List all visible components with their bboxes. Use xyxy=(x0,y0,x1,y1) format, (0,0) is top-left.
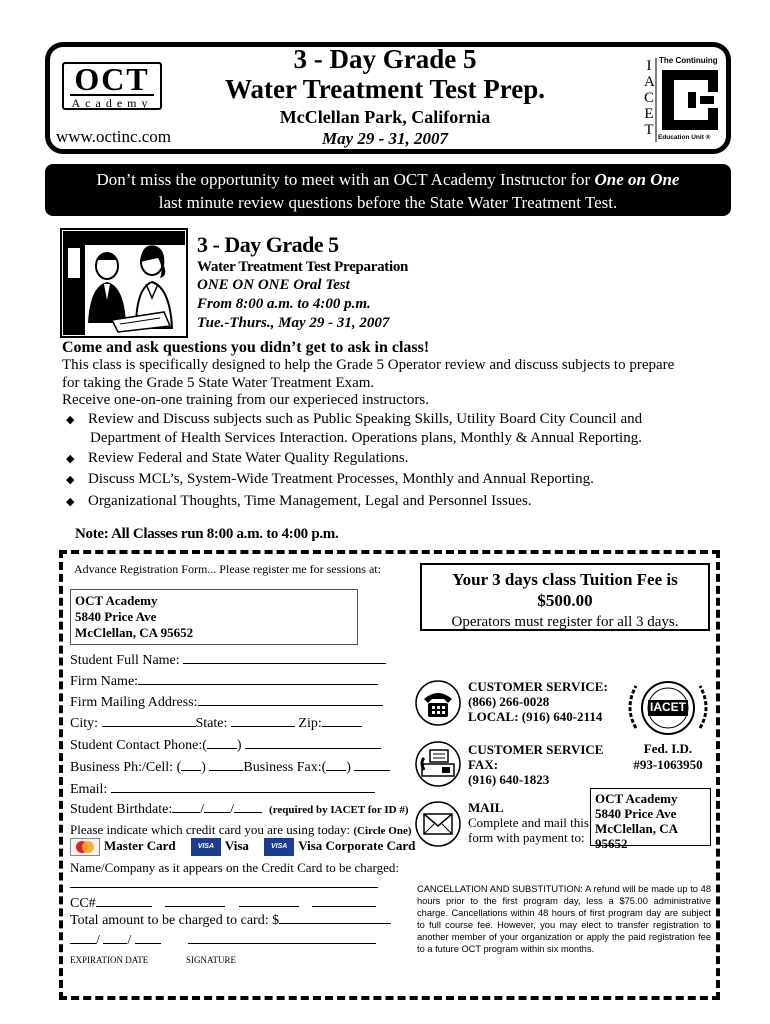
field-label: Business Fax:( xyxy=(243,760,327,775)
field-label: Firm Mailing Address: xyxy=(70,695,198,710)
circle-one-note: (Circle One) xyxy=(353,825,412,837)
seal-label: IACET xyxy=(650,700,686,714)
bullet-diamond-icon: ◆ xyxy=(66,474,75,486)
mailing-address-line[interactable] xyxy=(198,692,383,706)
card-label: Visa Corporate Card xyxy=(298,838,416,853)
firm-name-field[interactable] xyxy=(70,671,378,690)
field-label: Firm Name: xyxy=(70,674,139,689)
fed-id-number: #93-1063950 xyxy=(633,757,703,772)
cc-group-1-line[interactable] xyxy=(96,893,152,907)
bullet-text: Organizational Thoughts, Time Management, Legal and Personnel Issues. xyxy=(88,493,532,509)
bday-day-line[interactable] xyxy=(204,799,230,813)
envelope-icon xyxy=(414,800,462,848)
exp-day-line[interactable] xyxy=(103,930,127,944)
registration-intro: Advance Registration Form... Please register me for sessions at: xyxy=(74,562,381,576)
address-line: 5840 Price Ave xyxy=(75,609,157,624)
exp-year-line[interactable] xyxy=(135,930,161,944)
card-option-visa[interactable] xyxy=(191,838,249,856)
address-line: McClellan, CA 95652 xyxy=(75,625,194,640)
contact-phone-field[interactable] xyxy=(70,735,381,754)
phone-number-line[interactable] xyxy=(245,735,381,749)
bullet-text: Review Federal and State Water Quality Regulations. xyxy=(88,450,409,466)
city-line[interactable] xyxy=(102,713,196,727)
promo-banner xyxy=(45,164,731,216)
event-location: McClellan Park, California xyxy=(279,107,491,127)
field-label: ) xyxy=(201,760,206,775)
class-time-note: Note: All Classes run 8:00 a.m. to 4:00 p.m. xyxy=(75,526,339,542)
mail-text-1: Complete and mail this xyxy=(468,815,589,830)
exp-month-line[interactable] xyxy=(70,930,96,944)
mail-addr-line: 5840 Price Ave xyxy=(595,806,677,821)
field-label: / xyxy=(127,933,132,948)
visa-logo-text: VISA xyxy=(197,843,215,851)
field-label: CC# xyxy=(70,896,96,911)
bullet-diamond-icon: ◆ xyxy=(66,496,75,508)
banner-emphasis: One on One xyxy=(594,170,680,189)
iacet-tag-bottom: Education Unit ® xyxy=(658,134,711,141)
card-option-visa-corporate[interactable] xyxy=(264,838,415,856)
iacet-letters-text: IACET xyxy=(644,58,655,138)
card-name-label: Name/Company as it appears on the Credit Card to be charged: xyxy=(70,860,399,875)
signature-line[interactable] xyxy=(188,930,376,944)
cs-phone-number: (866) 266-0028 xyxy=(468,694,550,709)
fax-machine-icon xyxy=(414,740,462,788)
body-paragraph-1b: for taking the Grade 5 State Water Treatment Exam. xyxy=(62,375,375,391)
field-label: Total amount to be charged to card: $ xyxy=(70,913,280,928)
course-subtitle: Water Treatment Test Preparation xyxy=(197,259,409,275)
bus-number-line[interactable] xyxy=(209,757,243,771)
customer-service-fax xyxy=(468,742,603,787)
visa-icon xyxy=(191,838,221,856)
mailing-address-field[interactable] xyxy=(70,692,383,711)
body-paragraph-1a: This class is specifically designed to help the Grade 5 Operator review and discuss subjects to prepare xyxy=(62,357,675,373)
banner-text-line2: last minute review questions before the State Water Treatment Test. xyxy=(158,193,618,212)
course-time: From 8:00 a.m. to 4:00 p.m. xyxy=(197,296,371,312)
field-label: Zip: xyxy=(298,716,322,731)
bullet-text: Discuss MCL’s, System-Wide Treatment Processes, Monthly and Annual Reporting. xyxy=(88,471,594,487)
logo-oct-text: OCT xyxy=(74,61,150,97)
field-label: Please indicate which credit card you are using today: xyxy=(70,822,351,837)
course-oral-test: ONE ON ONE Oral Test xyxy=(197,277,350,293)
cc-group-3-line[interactable] xyxy=(239,893,299,907)
cc-group-2-line[interactable] xyxy=(165,893,225,907)
logo-academy-text: Academy xyxy=(71,96,153,110)
visa-logo-text: VISA xyxy=(271,843,288,851)
tuition-note: Operators must register for all 3 days. xyxy=(451,614,679,630)
fed-id-label: Fed. I.D. xyxy=(643,741,693,756)
fax-title-1: CUSTOMER SERVICE xyxy=(468,742,604,757)
card-prompt xyxy=(70,822,412,838)
bday-year-line[interactable] xyxy=(234,799,262,813)
cancellation-policy: CANCELLATION AND SUBSTITUTION: A refund will be made up to 48 hours prior to the first program day, less a $75.00 administrative charge. Cancellations within 48 hours of first program day are subject to full course fee. However, you may elect to transfer registration to another member of your organization or apply the paid registration fee to a future OCT program within six months. xyxy=(417,884,711,954)
card-label: Visa xyxy=(224,838,249,853)
federal-id xyxy=(613,741,723,773)
customer-service-phone xyxy=(468,679,608,724)
card-label: Master Card xyxy=(104,838,176,853)
field-label: City: xyxy=(70,716,99,731)
cs-local-number: LOCAL: (916) 640-2114 xyxy=(468,709,603,724)
field-label: State: xyxy=(195,716,228,731)
field-label: Business Ph:/Cell: ( xyxy=(70,760,182,775)
bullet-item xyxy=(66,450,409,467)
cc-group-4-line[interactable] xyxy=(312,893,376,907)
address-line: OCT Academy xyxy=(75,593,158,608)
tuition-heading: Your 3 days class Tuition Fee is xyxy=(452,570,678,589)
website-link[interactable]: www.octinc.com xyxy=(56,127,172,146)
field-label: / xyxy=(200,802,205,817)
card-name-line[interactable] xyxy=(70,887,378,888)
bullet-item xyxy=(66,471,594,488)
bus-area-line[interactable] xyxy=(181,757,201,771)
field-label: Email: xyxy=(70,782,108,797)
field-label: / xyxy=(96,933,100,948)
mail-to-address xyxy=(590,788,711,851)
bullet-item xyxy=(66,411,642,428)
page-title-line2: Water Treatment Test Prep. xyxy=(225,74,545,104)
page-title-line1: 3 - Day Grade 5 xyxy=(293,44,477,74)
bullet-continuation: Department of Health Services Interaction. Operations plans, Monthly & Annual Reporting. xyxy=(90,430,642,446)
cs-title: CUSTOMER SERVICE: xyxy=(468,679,608,694)
birthdate-note: (required by IACET for ID #) xyxy=(269,804,409,816)
mail-addr-line: McClellan, CA xyxy=(595,821,679,836)
phone-area-line[interactable] xyxy=(207,735,237,749)
amount-field[interactable] xyxy=(70,910,391,929)
bullet-text: Review and Discuss subjects such as Public Speaking Skills, Utility Board City Council and xyxy=(88,411,643,427)
state-line[interactable] xyxy=(231,713,295,727)
amount-line[interactable] xyxy=(279,910,391,924)
banner-text-pre: Don’t miss the opportunity to meet with an OCT Academy Instructor for xyxy=(96,170,595,189)
iacet-tag-top: The Continuing xyxy=(659,56,718,65)
expiration-signature-field[interactable] xyxy=(70,930,376,949)
body-heading: Come and ask questions you didn’t get to ask in class! xyxy=(62,339,430,356)
event-dates: May 29 - 31, 2007 xyxy=(321,129,449,148)
bday-month-line[interactable] xyxy=(172,799,200,813)
mail-addr-line: OCT Academy xyxy=(595,791,678,806)
fax-title-2: FAX: xyxy=(468,757,499,772)
mastercard-icon xyxy=(70,838,100,856)
mail-instructions xyxy=(468,800,589,845)
signature-label: SIGNATURE xyxy=(186,955,237,965)
field-label: Student Full Name: xyxy=(70,653,180,668)
field-label: ) xyxy=(346,760,351,775)
field-label: / xyxy=(230,802,235,817)
mail-addr-line: 95652 xyxy=(595,836,628,851)
session-address xyxy=(70,589,358,645)
telephone-icon xyxy=(414,679,462,727)
bullet-diamond-icon: ◆ xyxy=(66,414,75,426)
tuition-price: $500.00 xyxy=(537,591,593,610)
bullet-diamond-icon: ◆ xyxy=(66,453,75,465)
city-state-zip-field[interactable] xyxy=(70,713,362,732)
field-label: Student Contact Phone:( xyxy=(70,738,207,753)
business-phone-fax-field[interactable] xyxy=(70,757,390,776)
tuition-box xyxy=(420,563,710,631)
instructor-student-illustration xyxy=(60,228,188,338)
oct-academy-logo xyxy=(62,62,162,110)
card-option-mastercard[interactable] xyxy=(70,838,176,856)
course-title: 3 - Day Grade 5 xyxy=(197,232,339,257)
body-paragraph-2: Receive one-on-one training from our experieced instructors. xyxy=(62,392,429,408)
fax-number-line[interactable] xyxy=(354,757,390,771)
fax-area-line[interactable] xyxy=(326,757,346,771)
student-name-line[interactable] xyxy=(183,650,386,664)
fax-number: (916) 640-1823 xyxy=(468,772,550,787)
field-label: ) xyxy=(236,738,242,753)
birthdate-field[interactable] xyxy=(70,799,409,818)
iacet-letters xyxy=(644,58,658,138)
email-field[interactable] xyxy=(70,779,375,798)
student-name-field[interactable] xyxy=(70,650,386,669)
firm-name-line[interactable] xyxy=(138,671,378,685)
field-label: Student Birthdate: xyxy=(70,802,173,817)
course-days: Tue.-Thurs., May 29 - 31, 2007 xyxy=(197,315,390,331)
card-options xyxy=(70,838,415,856)
zip-line[interactable] xyxy=(322,713,362,727)
email-line[interactable] xyxy=(111,779,375,793)
bullet-item xyxy=(66,493,532,510)
mail-title: MAIL xyxy=(468,800,504,815)
expiration-label: EXPIRATION DATE xyxy=(70,955,149,965)
mail-text-2: form with payment to: xyxy=(468,830,585,845)
visa-corporate-icon xyxy=(264,838,294,856)
